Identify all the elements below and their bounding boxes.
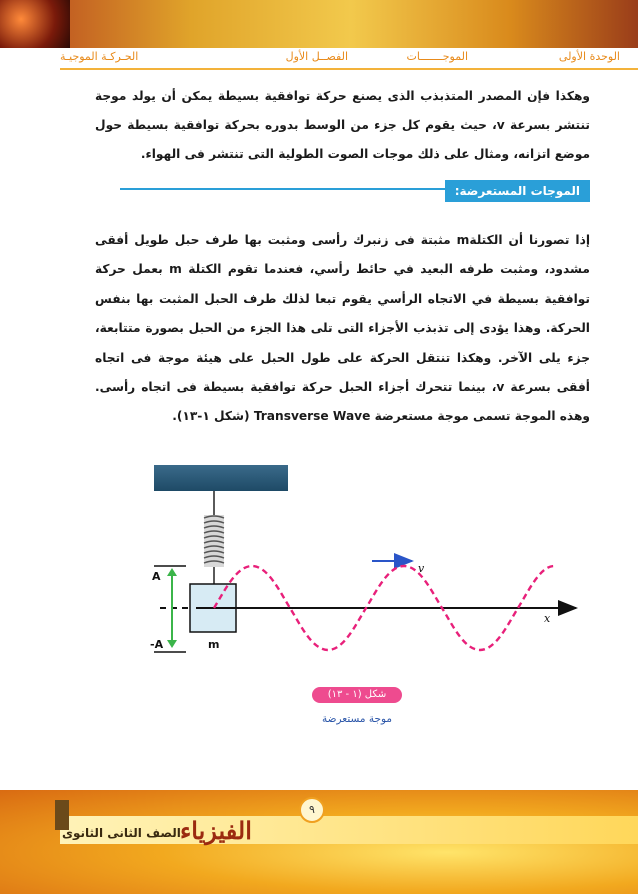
- page-number: ٩: [299, 797, 325, 823]
- label-m: m: [208, 638, 220, 651]
- footer-grade: الصف الثانى الثانوى: [62, 826, 181, 840]
- header-unit: الوحدة الأولى: [558, 50, 620, 63]
- footer-subject: الفيزياء: [180, 816, 252, 845]
- label-A: A: [152, 570, 161, 583]
- header-chapter: الفصــل الأول: [285, 50, 348, 63]
- label-x: x: [544, 612, 551, 625]
- label-v: v: [418, 562, 425, 575]
- ceiling-support: [154, 465, 288, 491]
- label-minus-A: -A: [150, 638, 164, 651]
- header-motion: الحـركـة الموجيـة: [60, 50, 139, 63]
- figure-caption: شكل (١ - ١٣): [312, 687, 402, 703]
- paragraph-intro: وهكذا فإن المصدر المتذبذب الذى يصنع حركة توافقية بسيطة يمكن أن يولد موجة تنتشر بسرعة v، حيث يقوم كل جزء من الوسط بدوره بحركة توافقية بسيطة حول موضع اتزانه، ومثال على ذلك موجات الصوت الطولية التى تنتشر فى الهواء.: [95, 89, 590, 161]
- header-waves: الموجـــــــات: [406, 50, 468, 63]
- spring: [204, 515, 224, 567]
- paragraph-transverse: إذا تصورنا أن الكتلةm مثبتة فى زنبرك رأسى ومثبت بها طرف حبل طويل أفقى مشدود، ومثبت طرفه البعيد في حائط رأسي، فعندما تقوم الكتلة m بعمل حركة توافقية بسيطة في الاتجاه الرأسي يقوم تبعا لذلك طرف الحبل المثبت بها بنفس الحركة. وهذا يؤدى إلى تذبذب الأجزاء التى تلى هذا الجزء من الحبل بصورة متتابعة، جزء يلى الآخر. وهكذا تنتقل الحركة على طول الحبل على هيئة موجة فى اتجاه أفقى بسرعة v، بينما تتحرك أجزاء الحبل حركة توافقية بسيطة فى اتجاه رأسى. وهذه الموجة تسمى موجة مستعرضة Transverse Wave (شكل ١-١٣).: [95, 233, 591, 424]
- section-heading: الموجات المستعرضة:: [445, 180, 590, 202]
- figure-title: موجة مستعرضة: [321, 713, 393, 725]
